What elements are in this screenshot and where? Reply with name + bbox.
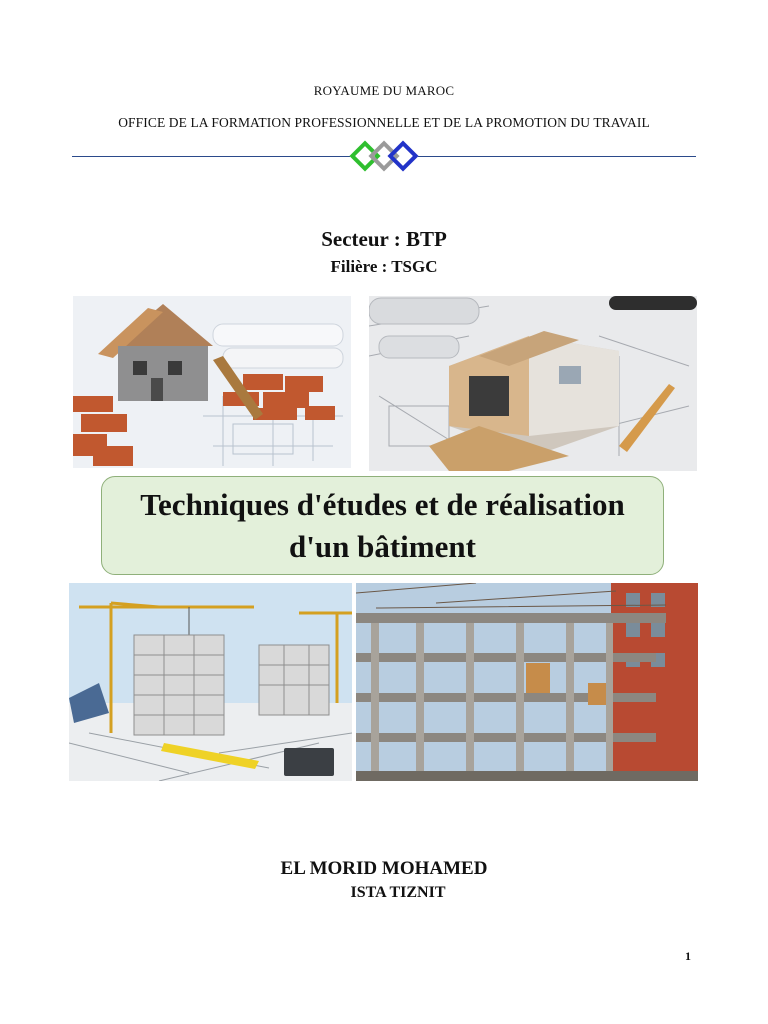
filiere-label: Filière : TSGC — [330, 257, 438, 276]
house-bricks-photo — [73, 296, 351, 468]
construction-site-photo — [69, 583, 352, 781]
house-model-photo — [369, 296, 697, 471]
page-number: 1 — [685, 949, 691, 963]
header-rule-right — [418, 156, 696, 157]
course-title-line-2: d'un bâtiment — [289, 529, 476, 564]
course-title-line-1: Techniques d'études et de réalisation — [140, 487, 625, 522]
country-heading: ROYAUME DU MAROC — [313, 83, 455, 98]
school-name: ISTA TIZNIT — [350, 884, 446, 901]
course-title-box — [101, 476, 664, 575]
header-rule-left — [72, 156, 350, 157]
ofppt-logo — [348, 139, 420, 175]
office-heading: OFFICE DE LA FORMATION PROFESSIONNELLE ET DE LA PROMOTION DU TRAVAIL — [118, 115, 650, 130]
author-name: EL MORID MOHAMED — [280, 858, 488, 879]
secteur-label: Secteur : BTP — [321, 227, 447, 251]
concrete-frame-photo — [356, 583, 698, 781]
